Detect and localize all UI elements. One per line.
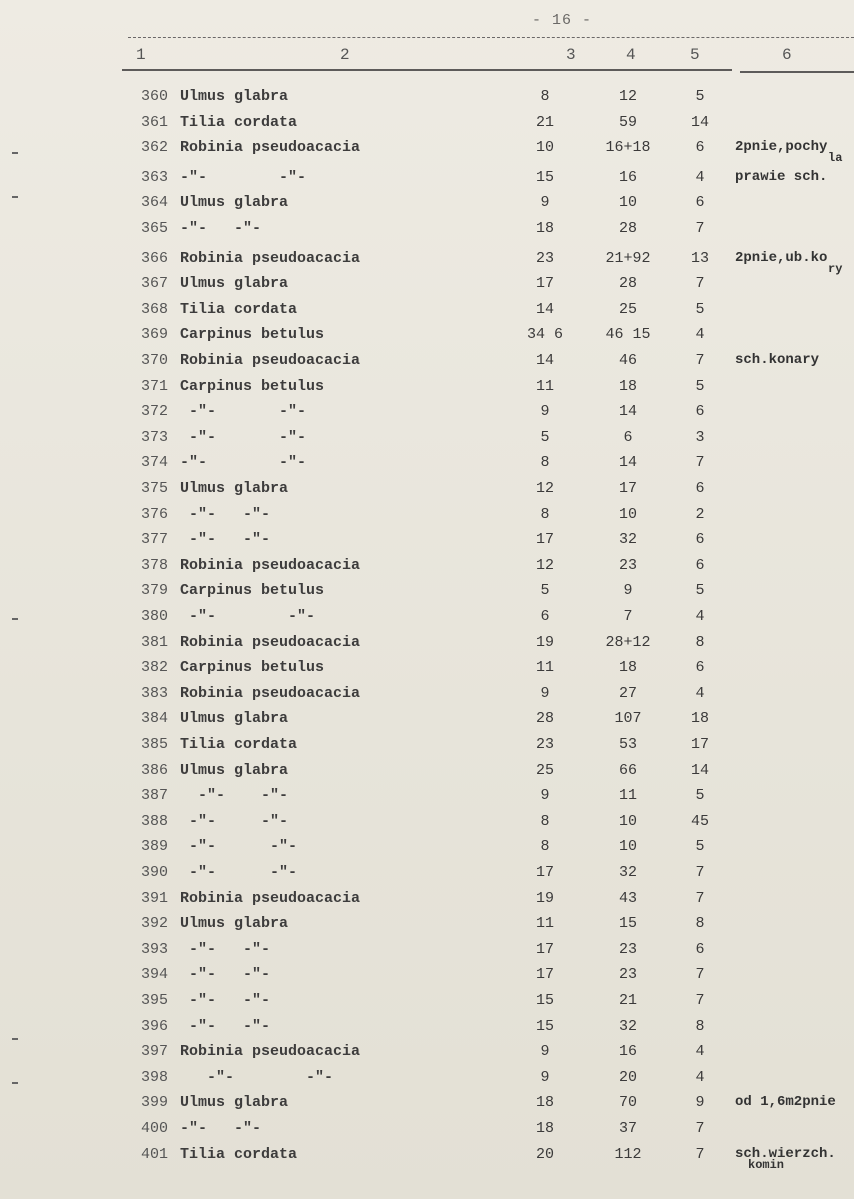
note-text: 2pnie,pochy — [735, 139, 828, 155]
row-number: 371 — [140, 378, 168, 395]
row-number: 394 — [140, 966, 168, 983]
col4-value: 23 — [618, 941, 637, 958]
table-row — [0, 608, 854, 630]
col4-value: 37 — [618, 1120, 637, 1137]
col3-value: 23 — [535, 250, 554, 267]
col4-value: 14 — [618, 454, 637, 471]
col4-value: 10 — [618, 838, 637, 855]
col3-value: 8 — [540, 506, 550, 523]
row-number: 374 — [140, 454, 168, 471]
margin-mark — [12, 152, 18, 154]
note-continuation: komin — [748, 1158, 785, 1172]
col4-value: 32 — [618, 531, 637, 548]
table-row — [0, 1094, 854, 1116]
table-row — [0, 1018, 854, 1040]
species-name: -"- -"- — [180, 864, 298, 881]
col4-value: 17 — [618, 480, 637, 497]
col5-value: 2 — [695, 506, 705, 523]
col5-value: 13 — [690, 250, 709, 267]
col4-value: 112 — [614, 1146, 642, 1163]
table-row — [0, 838, 854, 860]
col4-value: 14 — [618, 403, 637, 420]
col4-value: 66 — [618, 762, 637, 779]
table-row — [0, 966, 854, 988]
table-row — [0, 992, 854, 1014]
species-name: Ulmus glabra — [180, 762, 289, 779]
col3-value: 9 — [540, 787, 550, 804]
col5-value: 5 — [695, 787, 705, 804]
note-continuation: ry — [828, 262, 843, 276]
col5-value: 9 — [695, 1094, 705, 1111]
col4-value: 46 15 — [605, 326, 651, 343]
table-row — [0, 326, 854, 348]
table-row — [0, 890, 854, 912]
species-name: Ulmus glabra — [180, 88, 289, 105]
col3-value: 8 — [540, 88, 550, 105]
col3-value: 9 — [540, 194, 550, 211]
row-number: 393 — [140, 941, 168, 958]
col4-value: 21 — [618, 992, 637, 1009]
row-number: 387 — [140, 787, 168, 804]
col5-value: 8 — [695, 1018, 705, 1035]
species-name: -"- -"- — [180, 1120, 262, 1137]
col5-value: 5 — [695, 838, 705, 855]
table-row — [0, 301, 854, 323]
col3-value: 12 — [535, 557, 554, 574]
row-number: 368 — [140, 301, 168, 318]
col4-value: 27 — [618, 685, 637, 702]
col5-value: 4 — [695, 608, 705, 625]
table-row — [0, 403, 854, 425]
col4-value: 21+92 — [605, 250, 651, 267]
col4-value: 15 — [618, 915, 637, 932]
margin-mark — [12, 618, 18, 620]
species-name: -"- -"- — [180, 1018, 271, 1035]
col5-value: 5 — [695, 88, 705, 105]
table-row — [0, 114, 854, 136]
col4-value: 32 — [618, 864, 637, 881]
col5-value: 6 — [695, 659, 705, 676]
note-text: sch.konary — [735, 352, 820, 368]
col3-value: 5 — [540, 582, 550, 599]
species-name: -"- -"- — [180, 403, 307, 420]
species-name: Robinia pseudoacacia — [180, 685, 361, 702]
col4-value: 18 — [618, 659, 637, 676]
col4-value: 107 — [614, 710, 642, 727]
row-number: 370 — [140, 352, 168, 369]
table-row — [0, 557, 854, 579]
table-row — [0, 531, 854, 553]
table-row — [0, 250, 854, 276]
col3-value: 14 — [535, 301, 554, 318]
table-row — [0, 915, 854, 937]
row-number: 378 — [140, 557, 168, 574]
row-number: 391 — [140, 890, 168, 907]
col3-value: 11 — [535, 659, 554, 676]
col3-value: 17 — [535, 531, 554, 548]
col5-value: 6 — [695, 941, 705, 958]
column-header-3: 3 — [566, 46, 576, 64]
row-number: 381 — [140, 634, 168, 651]
col4-value: 23 — [618, 557, 637, 574]
species-name: -"- -"- — [180, 220, 262, 237]
col4-value: 59 — [618, 114, 637, 131]
column-header-2: 2 — [340, 46, 350, 64]
col3-value: 19 — [535, 890, 554, 907]
row-number: 372 — [140, 403, 168, 420]
row-number: 389 — [140, 838, 168, 855]
col5-value: 17 — [690, 736, 709, 753]
table-row — [0, 941, 854, 963]
species-name: Robinia pseudoacacia — [180, 557, 361, 574]
table-row — [0, 275, 854, 297]
col4-value: 28+12 — [605, 634, 651, 651]
species-name: Ulmus glabra — [180, 275, 289, 292]
species-name: -"- -"- — [180, 813, 289, 830]
col3-value: 9 — [540, 1069, 550, 1086]
row-number: 360 — [140, 88, 168, 105]
row-number: 401 — [140, 1146, 168, 1163]
col3-value: 6 — [540, 608, 550, 625]
note-text: od 1,6m2pnie — [735, 1094, 836, 1110]
row-number: 365 — [140, 220, 168, 237]
row-number: 385 — [140, 736, 168, 753]
col4-value: 20 — [618, 1069, 637, 1086]
col5-value: 4 — [695, 1043, 705, 1060]
species-name: Robinia pseudoacacia — [180, 1043, 361, 1060]
col4-value: 25 — [618, 301, 637, 318]
row-number: 361 — [140, 114, 168, 131]
row-number: 363 — [140, 169, 168, 186]
col5-value: 6 — [695, 194, 705, 211]
row-number: 380 — [140, 608, 168, 625]
row-number: 383 — [140, 685, 168, 702]
species-name: Ulmus glabra — [180, 915, 289, 932]
header-top-rule — [128, 37, 854, 38]
table-row — [0, 1146, 854, 1172]
col4-value: 18 — [618, 378, 637, 395]
col5-value: 7 — [695, 454, 705, 471]
table-row — [0, 659, 854, 681]
col3-value: 15 — [535, 169, 554, 186]
row-number: 388 — [140, 813, 168, 830]
row-number: 362 — [140, 139, 168, 156]
col5-value: 4 — [695, 685, 705, 702]
col5-value: 18 — [690, 710, 709, 727]
col4-value: 43 — [618, 890, 637, 907]
species-name: Tilia cordata — [180, 114, 298, 131]
row-number: 364 — [140, 194, 168, 211]
row-number: 382 — [140, 659, 168, 676]
row-number: 376 — [140, 506, 168, 523]
note-text: 2pnie,ub.ko — [735, 250, 828, 266]
table-row — [0, 634, 854, 656]
col3-value: 9 — [540, 403, 550, 420]
species-name: -"- -"- — [180, 966, 271, 983]
species-name: Carpinus betulus — [180, 582, 325, 599]
col4-value: 10 — [618, 506, 637, 523]
col3-value: 25 — [535, 762, 554, 779]
col5-value: 14 — [690, 762, 709, 779]
table-row — [0, 194, 854, 216]
row-number: 400 — [140, 1120, 168, 1137]
col4-value: 10 — [618, 194, 637, 211]
species-name: -"- -"- — [180, 608, 316, 625]
species-name: -"- -"- — [180, 169, 307, 186]
col5-value: 7 — [695, 992, 705, 1009]
col5-value: 6 — [695, 531, 705, 548]
col3-value: 15 — [535, 1018, 554, 1035]
col5-value: 45 — [690, 813, 709, 830]
col3-value: 12 — [535, 480, 554, 497]
species-name: Robinia pseudoacacia — [180, 890, 361, 907]
margin-mark — [12, 196, 18, 198]
species-name: Ulmus glabra — [180, 480, 289, 497]
col4-value: 70 — [618, 1094, 637, 1111]
row-number: 399 — [140, 1094, 168, 1111]
col3-value: 17 — [535, 275, 554, 292]
table-row — [0, 736, 854, 758]
col3-value: 9 — [540, 685, 550, 702]
species-name: Tilia cordata — [180, 736, 298, 753]
col5-value: 5 — [695, 582, 705, 599]
table-row — [0, 480, 854, 502]
species-name: Ulmus glabra — [180, 1094, 289, 1111]
col5-value: 6 — [695, 557, 705, 574]
col3-value: 15 — [535, 992, 554, 1009]
col3-value: 34 6 — [526, 326, 563, 343]
col3-value: 20 — [535, 1146, 554, 1163]
species-name: Robinia pseudoacacia — [180, 250, 361, 267]
table-row — [0, 88, 854, 110]
col5-value: 7 — [695, 1146, 705, 1163]
col5-value: 7 — [695, 352, 705, 369]
col4-value: 16 — [618, 169, 637, 186]
table-row — [0, 864, 854, 886]
row-number: 375 — [140, 480, 168, 497]
page-number: - 16 - — [532, 12, 593, 29]
species-name: Robinia pseudoacacia — [180, 352, 361, 369]
col4-value: 7 — [623, 608, 633, 625]
species-name: Tilia cordata — [180, 301, 298, 318]
row-number: 366 — [140, 250, 168, 267]
col5-value: 6 — [695, 139, 705, 156]
col3-value: 17 — [535, 966, 554, 983]
col3-value: 18 — [535, 220, 554, 237]
col4-value: 9 — [623, 582, 633, 599]
col5-value: 5 — [695, 378, 705, 395]
col3-value: 14 — [535, 352, 554, 369]
col5-value: 4 — [695, 169, 705, 186]
row-number: 392 — [140, 915, 168, 932]
species-name: -"- -"- — [180, 429, 307, 446]
col4-value: 16+18 — [605, 139, 651, 156]
col5-value: 6 — [695, 480, 705, 497]
col5-value: 7 — [695, 966, 705, 983]
col3-value: 18 — [535, 1120, 554, 1137]
species-name: Carpinus betulus — [180, 326, 325, 343]
row-number: 386 — [140, 762, 168, 779]
table-row — [0, 506, 854, 528]
margin-mark — [12, 1038, 18, 1040]
table-row — [0, 1069, 854, 1091]
note-text: prawie sch. — [735, 169, 828, 185]
column-header-1: 1 — [136, 46, 146, 64]
col5-value: 4 — [695, 326, 705, 343]
species-name: Carpinus betulus — [180, 378, 325, 395]
col5-value: 14 — [690, 114, 709, 131]
col5-value: 3 — [695, 429, 705, 446]
col3-value: 5 — [540, 429, 550, 446]
row-number: 396 — [140, 1018, 168, 1035]
col3-value: 21 — [535, 114, 554, 131]
table-row — [0, 582, 854, 604]
row-number: 377 — [140, 531, 168, 548]
col5-value: 4 — [695, 1069, 705, 1086]
col5-value: 7 — [695, 275, 705, 292]
species-name: Ulmus glabra — [180, 194, 289, 211]
col5-value: 6 — [695, 403, 705, 420]
col4-value: 28 — [618, 220, 637, 237]
col3-value: 11 — [535, 378, 554, 395]
col5-value: 7 — [695, 864, 705, 881]
table-row — [0, 1043, 854, 1065]
col5-value: 7 — [695, 890, 705, 907]
table-row — [0, 169, 854, 191]
col3-value: 9 — [540, 1043, 550, 1060]
row-number: 373 — [140, 429, 168, 446]
column-header-5: 5 — [690, 46, 700, 64]
row-number: 398 — [140, 1069, 168, 1086]
table-row — [0, 685, 854, 707]
table-row — [0, 454, 854, 476]
col5-value: 5 — [695, 301, 705, 318]
table-row — [0, 813, 854, 835]
species-name: -"- -"- — [180, 838, 298, 855]
row-number: 397 — [140, 1043, 168, 1060]
species-name: -"- -"- — [180, 454, 307, 471]
row-number: 390 — [140, 864, 168, 881]
col3-value: 8 — [540, 454, 550, 471]
col5-value: 7 — [695, 1120, 705, 1137]
table-row — [0, 1120, 854, 1142]
margin-mark — [12, 1082, 18, 1084]
species-name: -"- -"- — [180, 1069, 334, 1086]
table-row — [0, 787, 854, 809]
col3-value: 19 — [535, 634, 554, 651]
table-row — [0, 378, 854, 400]
row-number: 395 — [140, 992, 168, 1009]
col4-value: 46 — [618, 352, 637, 369]
note-text: sch.wierzch. — [735, 1146, 836, 1162]
table-row — [0, 762, 854, 784]
col4-value: 16 — [618, 1043, 637, 1060]
col3-value: 8 — [540, 813, 550, 830]
col4-value: 53 — [618, 736, 637, 753]
header-bottom-rule — [122, 69, 732, 71]
row-number: 379 — [140, 582, 168, 599]
species-name: -"- -"- — [180, 941, 271, 958]
col4-value: 10 — [618, 813, 637, 830]
col3-value: 17 — [535, 864, 554, 881]
species-name: Tilia cordata — [180, 1146, 298, 1163]
column-header-6: 6 — [782, 46, 792, 64]
table-row — [0, 710, 854, 732]
column-header-4: 4 — [626, 46, 636, 64]
note-continuation: la — [828, 151, 843, 165]
col5-value: 7 — [695, 220, 705, 237]
col4-value: 6 — [623, 429, 633, 446]
col4-value: 23 — [618, 966, 637, 983]
species-name: -"- -"- — [180, 506, 271, 523]
species-name: -"- -"- — [180, 787, 289, 804]
col4-value: 32 — [618, 1018, 637, 1035]
col3-value: 11 — [535, 915, 554, 932]
species-name: Robinia pseudoacacia — [180, 139, 361, 156]
table-row — [0, 139, 854, 165]
row-number: 367 — [140, 275, 168, 292]
col3-value: 10 — [535, 139, 554, 156]
species-name: Carpinus betulus — [180, 659, 325, 676]
table-row — [0, 352, 854, 374]
table-row — [0, 220, 854, 242]
col5-value: 8 — [695, 915, 705, 932]
header-bottom-rule-notes — [740, 71, 854, 73]
col4-value: 11 — [618, 787, 637, 804]
row-number: 384 — [140, 710, 168, 727]
col3-value: 23 — [535, 736, 554, 753]
species-name: -"- -"- — [180, 992, 271, 1009]
table-row — [0, 429, 854, 451]
col4-value: 12 — [618, 88, 637, 105]
col4-value: 28 — [618, 275, 637, 292]
col3-value: 8 — [540, 838, 550, 855]
row-number: 369 — [140, 326, 168, 343]
species-name: -"- -"- — [180, 531, 271, 548]
col3-value: 18 — [535, 1094, 554, 1111]
col5-value: 8 — [695, 634, 705, 651]
col3-value: 17 — [535, 941, 554, 958]
species-name: Ulmus glabra — [180, 710, 289, 727]
col3-value: 28 — [535, 710, 554, 727]
species-name: Robinia pseudoacacia — [180, 634, 361, 651]
